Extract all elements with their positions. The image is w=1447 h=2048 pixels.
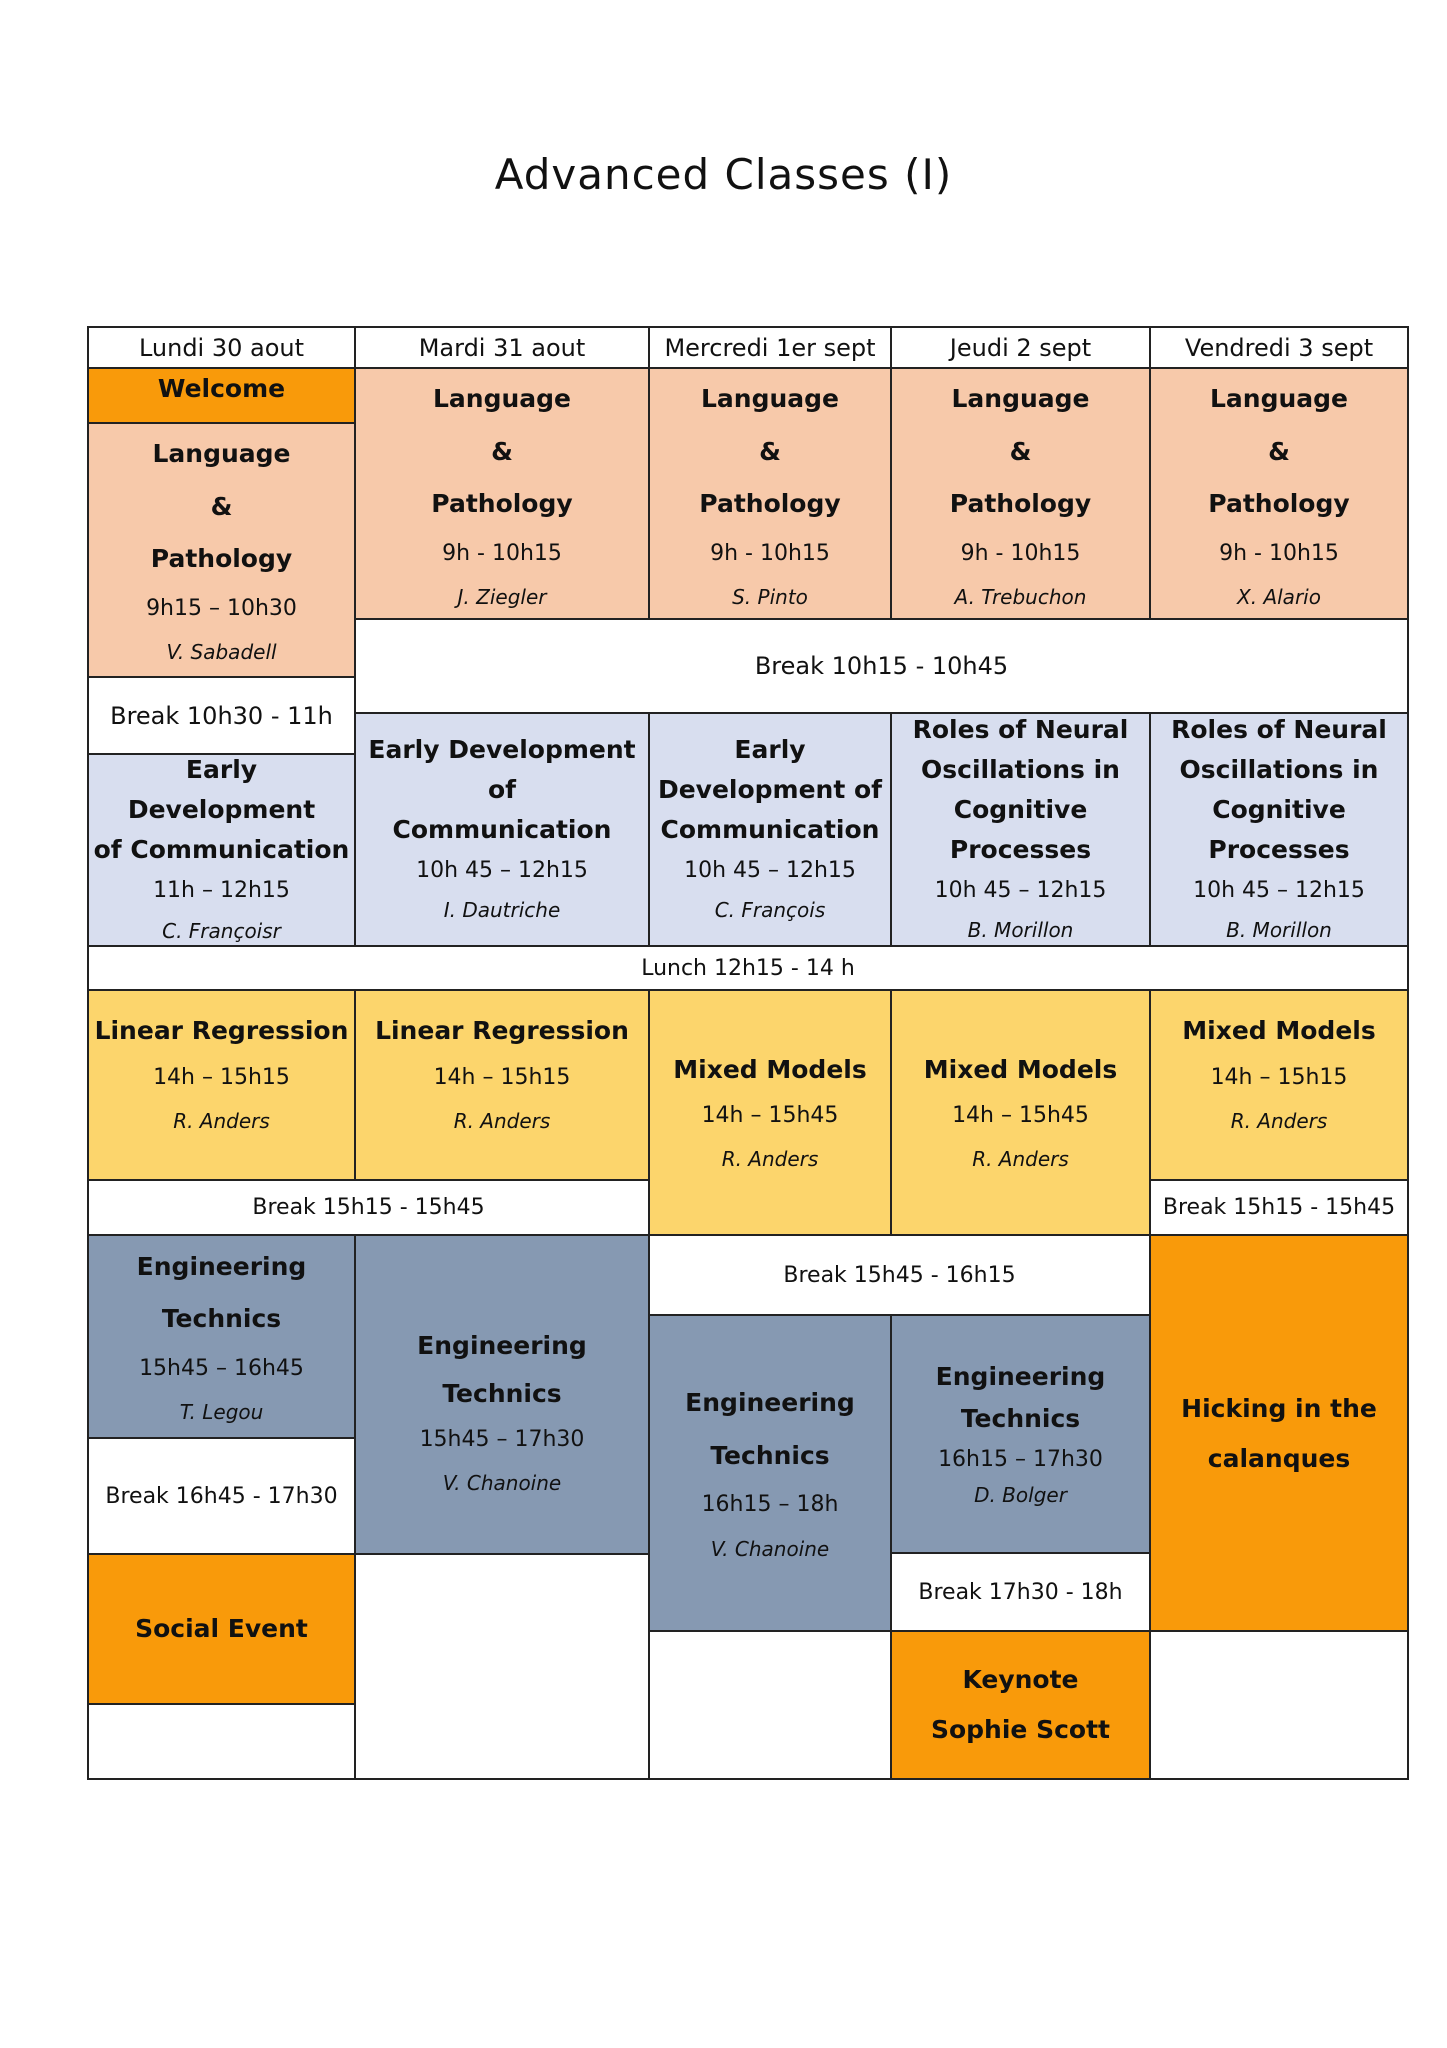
break-label: Break 10h15 - 10h45 — [754, 652, 1009, 680]
wed-early-development — [648, 712, 892, 947]
session-time: 16h15 – 18h — [701, 1492, 839, 1518]
wed-engineering-technics — [648, 1314, 892, 1632]
day-header-friday: Vendredi 3 sept — [1149, 326, 1409, 369]
session-title-line: & — [1009, 436, 1032, 466]
session-title-line: & — [759, 436, 781, 466]
session-title-line: & — [1268, 436, 1290, 466]
session-title-line: Oscillations in — [921, 754, 1120, 784]
keynote-speaker: Sophie Scott — [930, 1715, 1110, 1744]
session-title: Mixed Models — [673, 1054, 867, 1084]
session-time: 14h – 15h45 — [952, 1103, 1089, 1129]
session-speaker: X. Alario — [1237, 584, 1321, 609]
session-title-line: Language — [432, 384, 571, 413]
session-time: 14h – 15h15 — [433, 1064, 571, 1090]
thu-neural-oscillations — [890, 712, 1151, 947]
session-title-line: & — [491, 436, 513, 466]
break-label: Break 10h30 - 11h — [110, 701, 333, 730]
fri-break-afternoon — [1149, 1179, 1409, 1236]
session-title-line: Technics — [710, 1440, 830, 1470]
session-time: 10h 45 – 12h15 — [416, 857, 588, 883]
event-label-line: Hicking in the — [1181, 1394, 1377, 1423]
session-title-line: & — [210, 491, 233, 521]
session-time: 14h – 15h15 — [153, 1064, 290, 1090]
wed-mixed-models — [648, 989, 892, 1236]
session-title: Linear Regression — [94, 1016, 349, 1045]
mon-break-morning — [87, 676, 356, 755]
session-speaker: J. Ziegler — [457, 584, 547, 609]
session-title-line: Engineering — [685, 1388, 855, 1418]
session-speaker: B. Morillon — [1226, 918, 1332, 943]
session-title-line: Engineering — [935, 1361, 1106, 1391]
fri-neural-oscillations — [1149, 712, 1409, 947]
session-speaker: R. Anders — [1230, 1108, 1328, 1133]
break-morning-tue-fri — [354, 618, 1409, 714]
session-time: 10h 45 – 12h15 — [684, 857, 856, 883]
break-label: Break 15h45 - 16h15 — [783, 1262, 1016, 1288]
tue-empty-slot — [354, 1553, 650, 1780]
session-speaker: I. Dautriche — [443, 898, 561, 923]
session-title-line: Early — [734, 734, 806, 764]
session-time: 9h - 10h15 — [442, 540, 562, 566]
session-title-line: Pathology — [1208, 489, 1350, 518]
mon-empty-slot — [87, 1703, 356, 1780]
tue-engineering-technics — [354, 1234, 650, 1555]
session-title: Mixed Models — [1182, 1016, 1376, 1045]
session-speaker: B. Morillon — [967, 918, 1074, 943]
mon-early-development — [87, 753, 356, 947]
session-title-line: of Communication — [93, 835, 350, 865]
fri-hiking-calanques — [1149, 1234, 1409, 1632]
session-title: Mixed Models — [923, 1054, 1118, 1084]
thu-engineering-technics — [890, 1314, 1151, 1554]
session-time: 9h - 10h15 — [960, 540, 1081, 566]
session-time: 9h - 10h15 — [1219, 540, 1339, 566]
session-title-line: Pathology — [150, 544, 293, 574]
session-title-line: Oscillations in — [1179, 754, 1379, 784]
session-title-line: Communication — [660, 814, 880, 844]
break-label: Break 15h15 - 15h45 — [1162, 1195, 1396, 1220]
session-speaker: C. Françoisr — [162, 918, 281, 943]
fri-mixed-models — [1149, 989, 1409, 1181]
session-time: 15h45 – 16h45 — [139, 1355, 304, 1381]
session-speaker: C. François — [714, 898, 826, 923]
event-label: Social Event — [135, 1614, 308, 1643]
session-title-line: Development of — [657, 774, 883, 804]
break-label: Break 15h15 - 15h45 — [252, 1195, 485, 1220]
session-title-line: Roles of Neural — [1171, 714, 1387, 744]
session-title-line: Language — [951, 384, 1090, 413]
session-speaker: S. Pinto — [732, 584, 808, 609]
session-speaker: R. Anders — [972, 1147, 1069, 1172]
mon-welcome-label: Welcome — [157, 374, 286, 403]
session-title-line: Technics — [960, 1404, 1081, 1434]
wed-empty-slot — [648, 1630, 892, 1780]
session-time: 9h - 10h15 — [710, 540, 830, 566]
session-time: 14h – 15h45 — [701, 1103, 839, 1129]
lunch-break — [87, 945, 1409, 991]
fri-language-pathology — [1149, 367, 1409, 620]
lunch-label: Lunch 12h15 - 14 h — [641, 955, 855, 981]
session-title-line: Pathology — [699, 489, 841, 518]
session-speaker: R. Anders — [173, 1108, 270, 1133]
session-speaker: V. Chanoine — [710, 1536, 830, 1561]
session-title-line: Cognitive Processes — [1208, 794, 1350, 864]
session-speaker: R. Anders — [453, 1108, 551, 1133]
day-header-thursday: Jeudi 2 sept — [890, 326, 1151, 369]
session-title-line: Language — [700, 384, 839, 413]
mon-break-late — [87, 1437, 356, 1555]
page-title: Advanced Classes (I) — [494, 150, 953, 199]
thu-keynote — [890, 1630, 1151, 1780]
session-speaker: D. Bolger — [974, 1483, 1067, 1508]
session-time: 9h15 – 10h30 — [146, 595, 297, 621]
session-speaker: A. Trebuchon — [954, 584, 1087, 609]
session-title: Linear Regression — [375, 1016, 629, 1045]
mon-linear-regression — [87, 989, 356, 1181]
session-speaker: T. Legou — [179, 1400, 264, 1425]
wed-language-pathology — [648, 367, 892, 620]
session-title-line: Engineering — [136, 1251, 307, 1281]
session-title-line: Pathology — [949, 489, 1092, 518]
break-afternoon-mon-tue — [87, 1179, 650, 1236]
day-header-monday: Lundi 30 aout — [87, 326, 356, 369]
session-time: 11h – 12h15 — [153, 878, 290, 904]
session-time: 15h45 – 17h30 — [419, 1427, 585, 1452]
session-title-line: Roles of Neural — [912, 714, 1129, 744]
session-title-line: Cognitive Processes — [949, 794, 1092, 864]
tue-linear-regression — [354, 989, 650, 1181]
tue-early-development — [354, 712, 650, 947]
thu-mixed-models — [890, 989, 1151, 1236]
mon-welcome — [87, 367, 356, 424]
session-title-line: Technics — [161, 1304, 282, 1334]
session-speaker: V. Sabadell — [166, 639, 277, 664]
session-time: 10h 45 – 12h15 — [1193, 877, 1365, 903]
session-time: 16h15 – 17h30 — [938, 1446, 1103, 1472]
keynote-label: Keynote — [962, 1665, 1079, 1694]
fri-empty-slot — [1149, 1630, 1409, 1780]
session-time: 10h 45 – 12h15 — [934, 877, 1107, 903]
thu-language-pathology — [890, 367, 1151, 620]
session-speaker: V. Chanoine — [442, 1471, 562, 1496]
thu-break-late — [890, 1552, 1151, 1632]
session-title-line: Language — [1209, 384, 1348, 413]
session-title-line: Early Development of — [368, 734, 636, 804]
break-afternoon-wed-thu — [648, 1234, 1151, 1316]
mon-engineering-technics — [87, 1234, 356, 1439]
day-header-wednesday: Mercredi 1er sept — [648, 326, 892, 369]
session-title-line: Language — [152, 439, 291, 469]
session-title-line: Pathology — [431, 489, 573, 518]
event-label-line: calanques — [1207, 1444, 1351, 1473]
day-header-tuesday: Mardi 31 aout — [354, 326, 650, 369]
session-time: 14h – 15h15 — [1210, 1064, 1348, 1090]
session-title-line: Early Development — [127, 755, 316, 825]
break-label: Break 17h30 - 18h — [918, 1579, 1123, 1605]
break-label: Break 16h45 - 17h30 — [105, 1483, 338, 1509]
session-title: Engineering Technics — [417, 1331, 587, 1408]
mon-language-pathology — [87, 422, 356, 678]
session-title-line: Communication — [392, 814, 612, 844]
mon-social-event — [87, 1553, 356, 1705]
session-speaker: R. Anders — [721, 1147, 819, 1172]
tue-language-pathology — [354, 367, 650, 620]
